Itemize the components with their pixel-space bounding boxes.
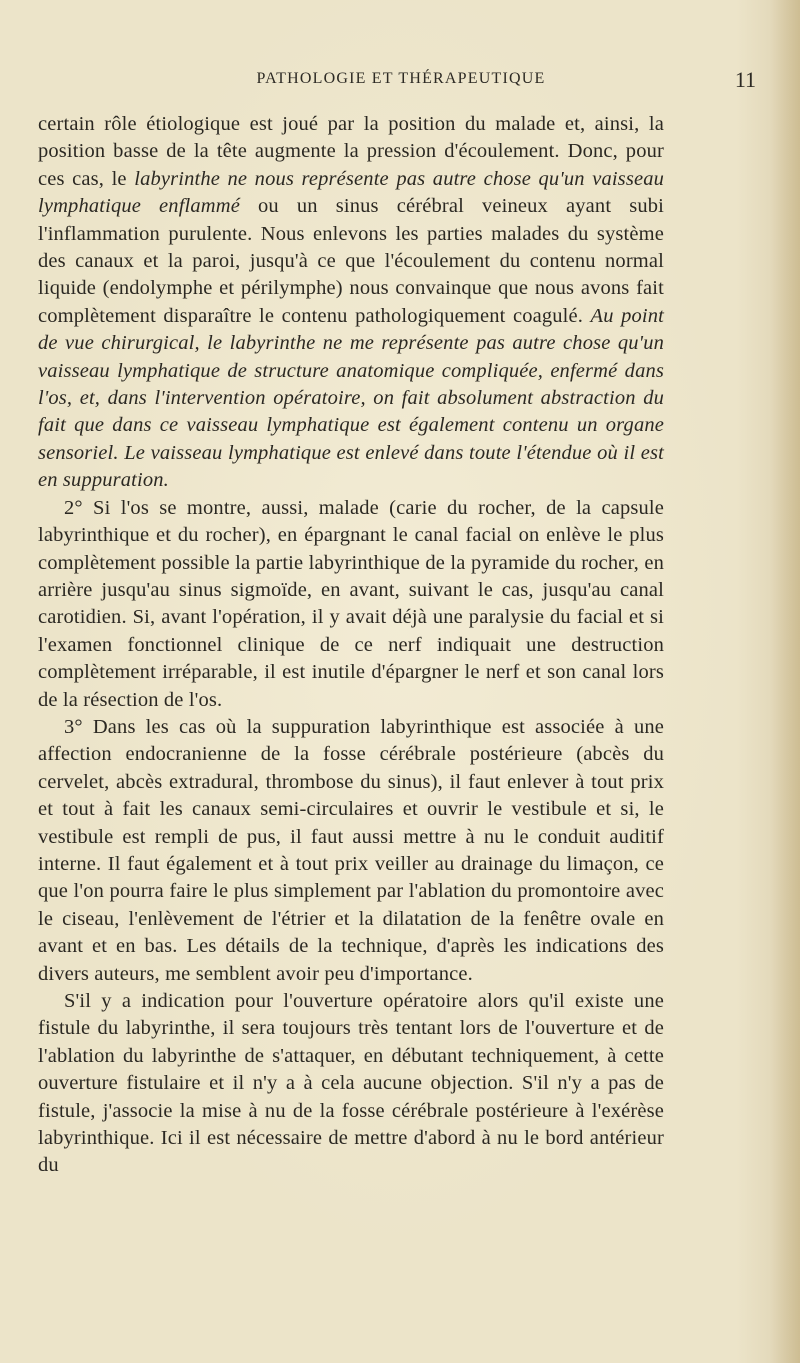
page-edge-shadow [770,0,800,1363]
paragraph-1 [38,111,664,495]
paragraph-1-italic-b: Au point de vue chirurgical, le labyrinthe ne me représente pas autre chose qu'un vaisseau lymphatique de structure anatomique compliquée, enfermé dans l'os, et, dans l'intervention opératoire, on fait absolument abstraction du fait que dans ce vaisseau lymphatique est également contenu un organe sensoriel. Le vaisseau lymphatique est enlevé dans toute l'étendue où il est en suppuration. [38,304,664,492]
paragraph-1-italic-a: labyrinthe ne nous représente pas autre chose qu'un vaisseau lymphatique enflammé [38,167,664,218]
paragraph-1-text-a: certain rôle étiologique est joué par la position du malade et, ainsi, la position basse de la tête augmente la pression d'écoulement. Donc, pour ces cas, le [38,113,664,190]
running-title: PATHOLOGIE ET THÉRAPEUTIQUE [256,70,546,87]
page-number: 11 [734,67,756,92]
paragraph-4: S'il y a indication pour l'ouverture opératoire alors qu'il existe une fistule du labyrinthe, il sera toujours très tentant lors de l'ouverture et de l'ablation du labyrinthe de s'attaquer, en débutant techniquement, à cette ouverture fistulaire et il n'y a à cela aucune objection. S'il n'y a pas de fistule, j'associe la mise à nu de la fosse cérébrale postérieure à l'exérèse labyrinthique. Ici il est nécessaire de mettre d'abord à nu le bord antérieur du [38,990,664,1177]
paragraph-3: 3° Dans les cas où la suppuration labyrinthique est associée à une affection endocranienne de la fosse cérébrale postérieure (abcès du cervelet, abcès extradural, thrombose du sinus), il faut enlever à tout prix et tout à fait les canaux semi-circulaires et ouvrir le vestibule et si, le vestibule est rempli de pus, il faut aussi mettre à nu le conduit auditif interne. Il faut également et à tout prix veiller au drainage du limaçon, ce que l'on pourra faire le plus simplement par l'ablation du promontoire avec le ciseau, l'enlèvement de l'étrier et la dilatation de la fenêtre ovale en avant et en bas. Les détails de la technique, d'après les indications des divers auteurs, me semblent avoir peu d'importance. [38,715,664,985]
running-head [38,66,764,96]
paragraph-1-text-b: ou un sinus cérébral veineux ayant subi l'inflammation purulente. Nous enlevons les parties malades du système des canaux et la paroi, jusqu'à ce que l'écoulement du contenu normal liquide (endolymphe et périlymphe) nous convainque que nous avons fait complètement disparaître le contenu pathologiquement coagulé. [38,195,664,327]
body-text [38,111,664,1180]
paragraph-2: 2° Si l'os se montre, aussi, malade (carie du rocher, de la capsule labyrinthique et du rocher), en épargnant le canal facial on enlève le plus complètement possible la partie labyrinthique de la pyramide du rocher, en arrière jusqu'au sinus sigmoïde, en avant, suivant le cas, jusqu'au canal carotidien. Si, avant l'opération, il y avait déjà une paralysie du facial et si l'examen fonctionnel clinique de ce nerf indiquait une destruction complètement irréparable, il est inutile d'épargner le nerf et son canal lors de la résection de l'os. [38,496,664,711]
